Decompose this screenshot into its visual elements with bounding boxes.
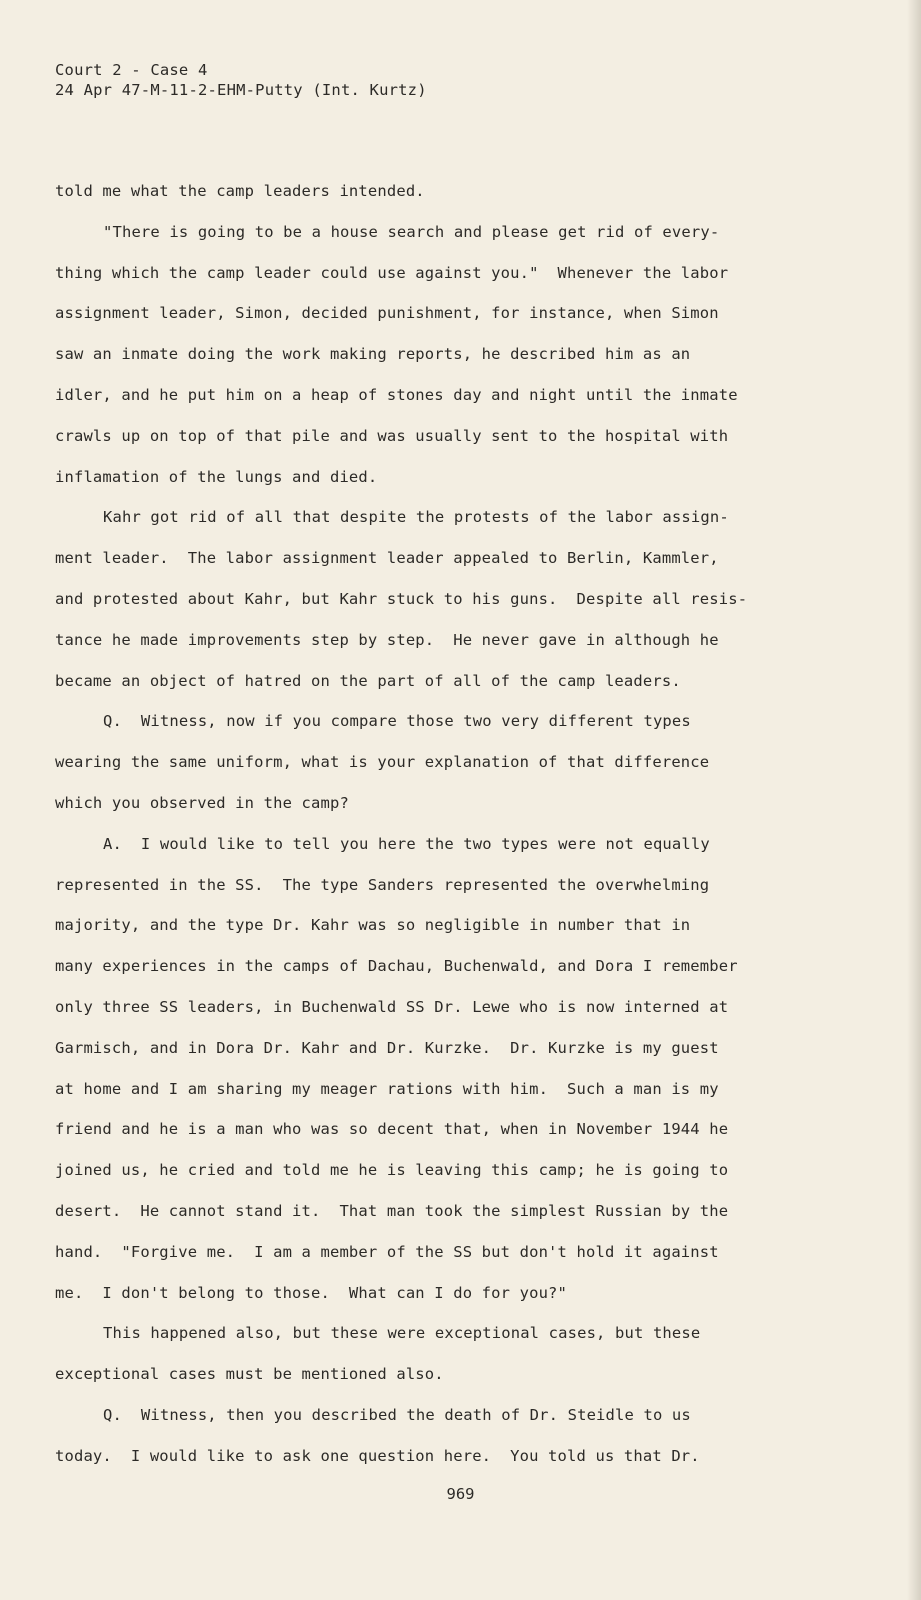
- text-line: only three SS leaders, in Buchenwald SS Dr. Lewe who is now interned at: [55, 997, 729, 1016]
- text-line: desert. He cannot stand it. That man took the simplest Russian by the: [55, 1201, 729, 1220]
- text-line: at home and I am sharing my meager rations with him. Such a man is my: [55, 1079, 719, 1098]
- text-line: tance he made improvements step by step. He never gave in although he: [55, 630, 719, 649]
- header-date-line: 24 Apr 47-M-11-2-EHM-Putty (Int. Kurtz): [55, 81, 427, 99]
- text-line: exceptional cases must be mentioned also.: [55, 1365, 444, 1384]
- text-line: which you observed in the camp?: [55, 793, 349, 812]
- text-line: idler, and he put him on a heap of stones day and night until the inmate: [55, 385, 738, 404]
- text-line: told me what the camp leaders intended.: [55, 182, 425, 200]
- text-line: friend and he is a man who was so decent that, when in November 1944 he: [55, 1120, 729, 1139]
- text-line: crawls up on top of that pile and was usually sent to the hospital with: [55, 426, 729, 445]
- transcript-body: [55, 178, 855, 1484]
- text-line: saw an inmate doing the work making reports, he described him as an: [55, 345, 691, 364]
- text-line: wearing the same uniform, what is your explanation of that difference: [55, 753, 710, 772]
- page-edge-shadow: [907, 0, 921, 1600]
- text-line: assignment leader, Simon, decided punishment, for instance, when Simon: [55, 304, 719, 323]
- text-line: majority, and the type Dr. Kahr was so negligible in number that in: [55, 916, 691, 935]
- text-line: hand. "Forgive me. I am a member of the SS but don't hold it against: [55, 1242, 719, 1261]
- text-line: inflamation of the lungs and died.: [55, 467, 378, 486]
- text-line: Garmisch, and in Dora Dr. Kahr and Dr. Kurzke. Dr. Kurzke is my guest: [55, 1038, 719, 1057]
- header-case-line: Court 2 - Case 4: [55, 61, 208, 79]
- text-line: became an object of hatred on the part of all of the camp leaders.: [55, 671, 681, 690]
- text-line: "There is going to be a house search and please get rid of every-: [103, 222, 720, 241]
- text-line: thing which the camp leader could use against you." Whenever the labor: [55, 263, 729, 282]
- page-number: 969: [446, 1485, 475, 1503]
- text-line: me. I don't belong to those. What can I do for you?": [55, 1283, 568, 1302]
- text-line: joined us, he cried and told me he is leaving this camp; he is going to: [55, 1161, 729, 1180]
- text-line: ment leader. The labor assignment leader appealed to Berlin, Kammler,: [55, 549, 719, 568]
- question-line: Q. Witness, now if you compare those two very different types: [103, 712, 691, 731]
- text-line: Kahr got rid of all that despite the protests of the labor assign-: [103, 508, 729, 527]
- answer-line: A. I would like to tell you here the two types were not equally: [103, 834, 710, 853]
- question-line: Q. Witness, then you described the death of Dr. Steidle to us: [103, 1405, 691, 1424]
- text-line: represented in the SS. The type Sanders represented the overwhelming: [55, 875, 710, 894]
- text-line: today. I would like to ask one question here. You told us that Dr.: [55, 1446, 700, 1465]
- text-line: and protested about Kahr, but Kahr stuck to his guns. Despite all resis-: [55, 589, 748, 608]
- text-line: This happened also, but these were exceptional cases, but these: [103, 1324, 701, 1343]
- text-line: many experiences in the camps of Dachau, Buchenwald, and Dora I remember: [55, 957, 738, 976]
- document-header: [55, 60, 427, 100]
